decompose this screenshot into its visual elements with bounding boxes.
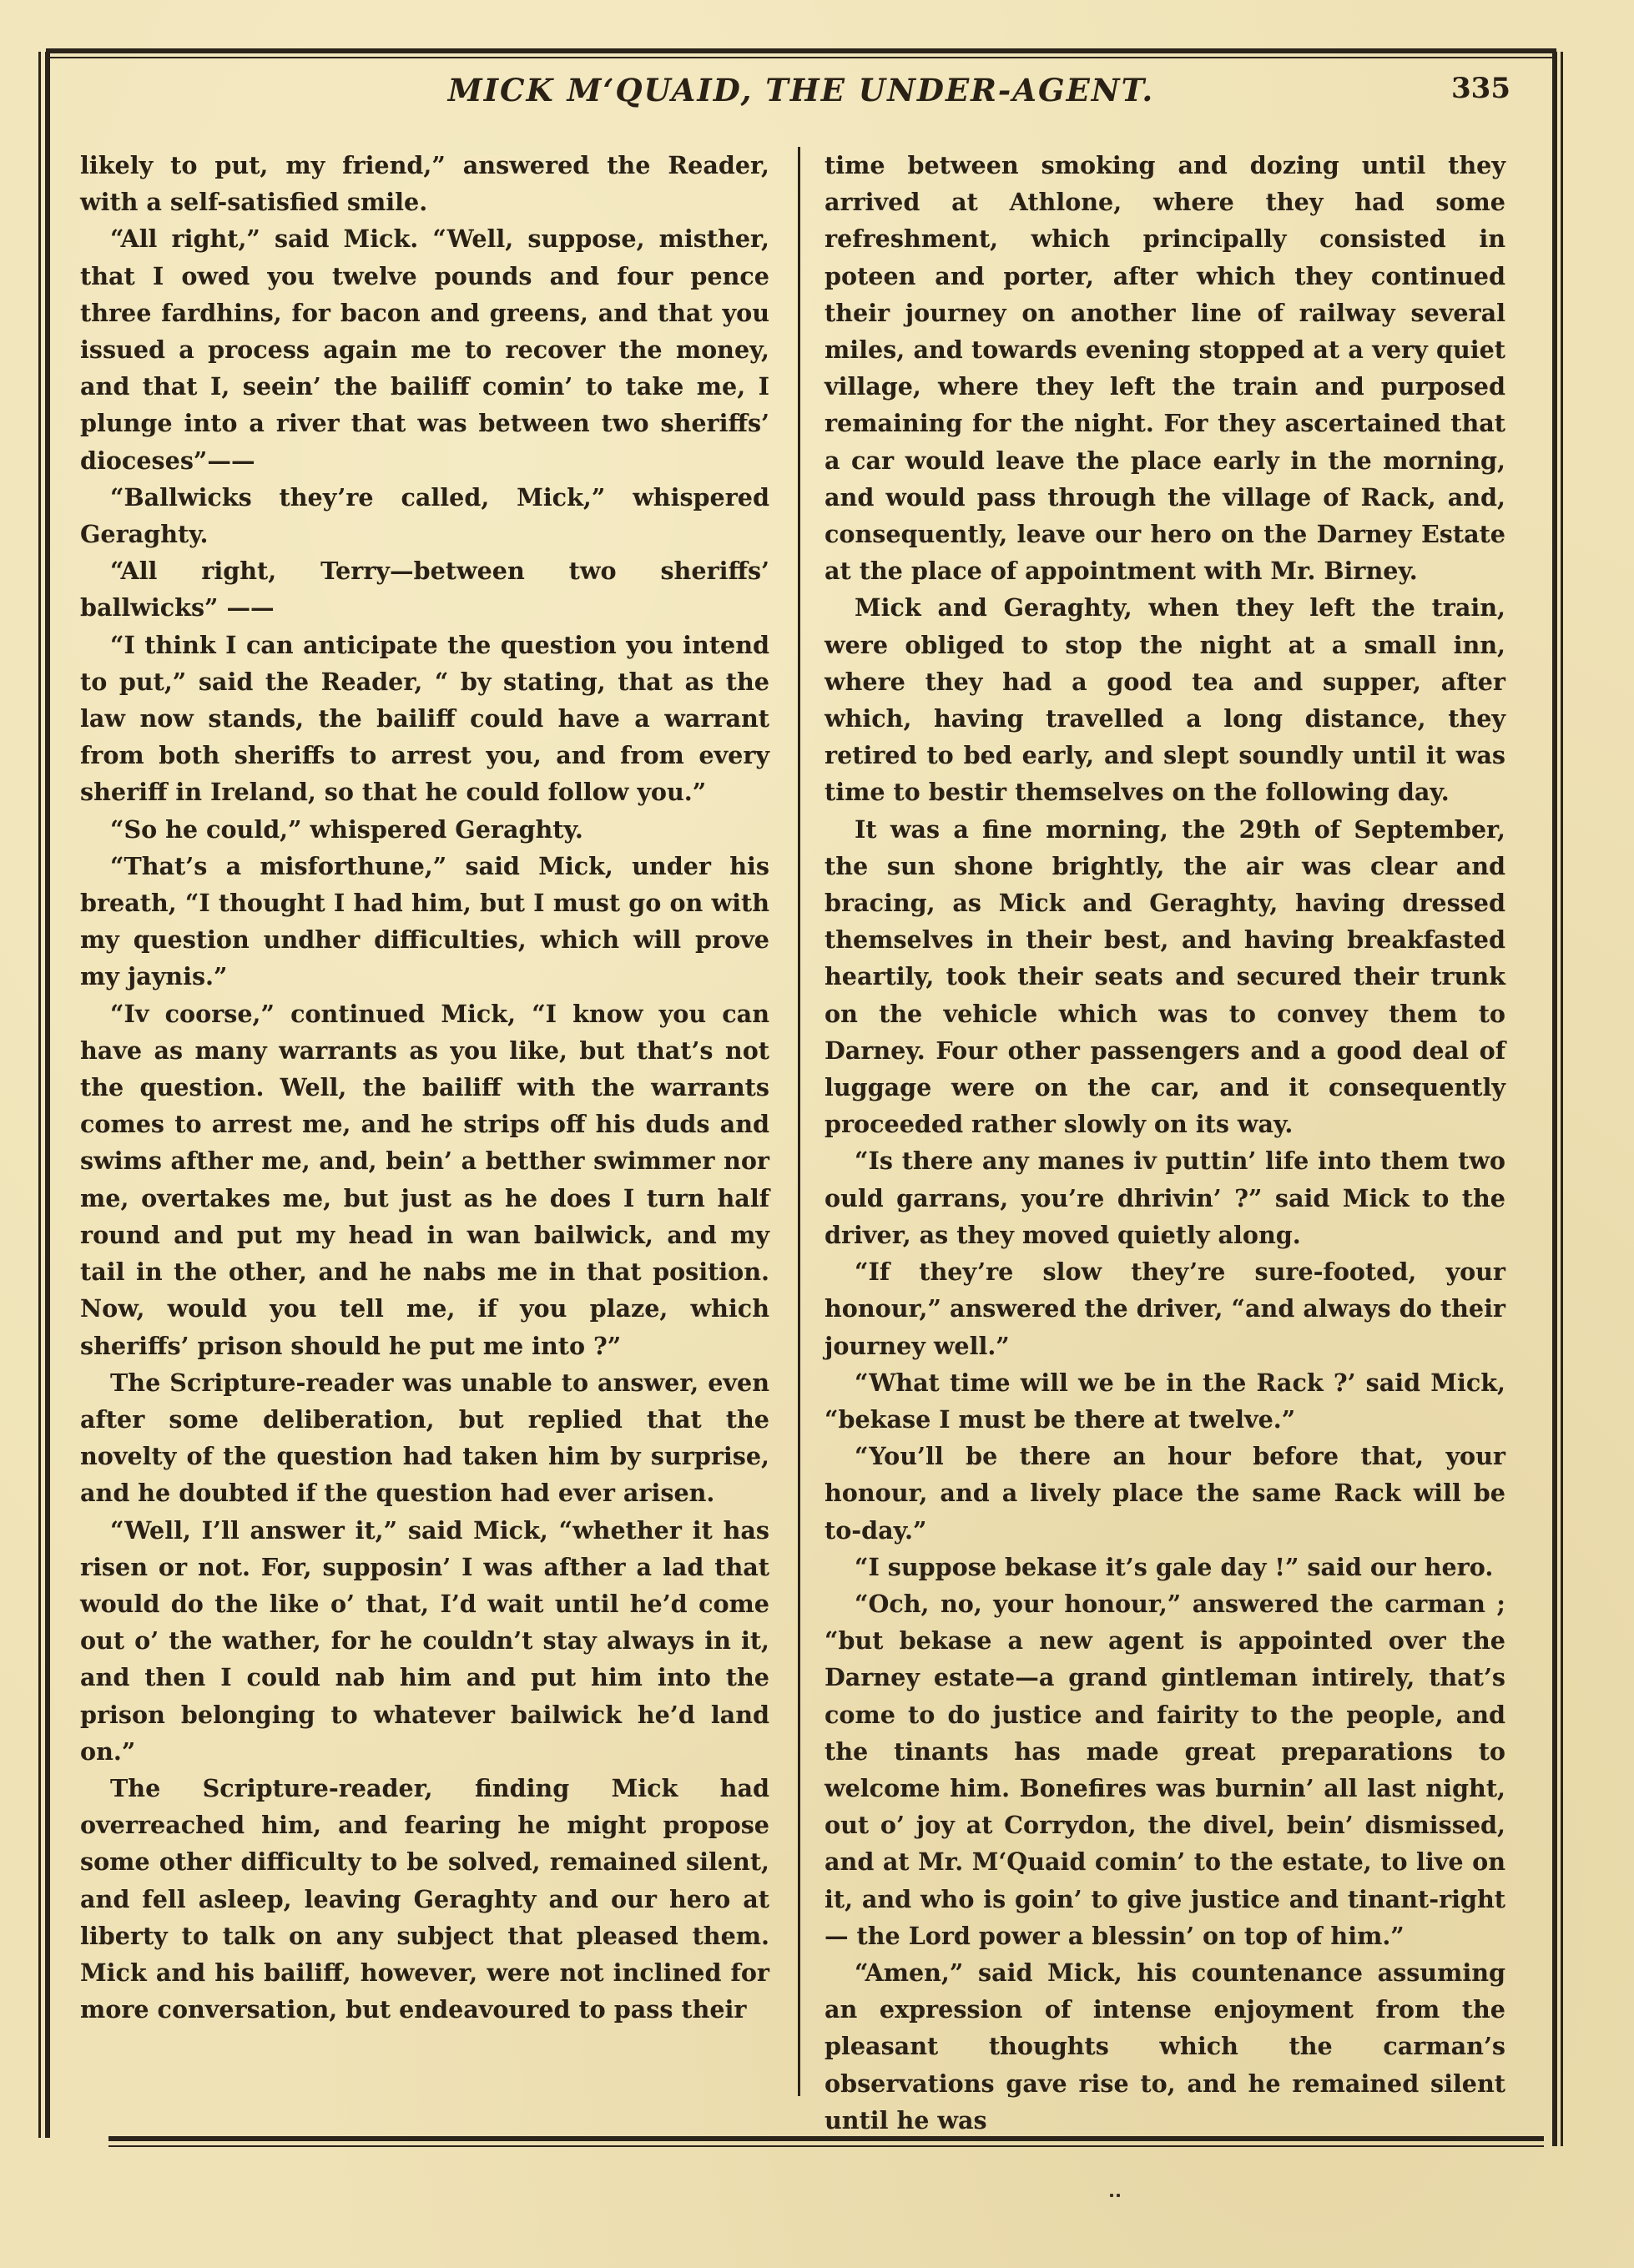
- right-border: [1552, 52, 1557, 2146]
- paragraph: “Iv coorse,” continued Mick, “I know you can have as many warrants as you like, but that’s not the question. Well, the bailiff with the warrants comes to arrest me, and he strips off his duds and swims afther me, and, bein’ a betther swimmer nor me, overtakes me, but just as he does I turn half round and put my head in wan bailwick, and my tail in the other, and he nabs me in that position. Now, would you tell me, if you plaze, which sheriffs’ prison should he put me into ?”: [80, 999, 769, 1360]
- paragraph: “If they’re slow they’re sure-footed, your honour,” answered the driver, “and always do their journey well.”: [825, 1257, 1505, 1360]
- footer-ornament: [1110, 2185, 1123, 2190]
- right-column: [825, 147, 1505, 2139]
- header-rule: [46, 48, 1556, 53]
- header-rule-thin: [46, 57, 1556, 58]
- paragraph: The Scripture-reader was unable to answer, even after some deliberation, but replied that the novelty of the question had taken him by surprise, and he doubted if the question had ever arisen.: [80, 1368, 769, 1508]
- paragraph: “You’ll be there an hour before that, your honour, and a lively place the same Rack will be to-day.”: [825, 1442, 1505, 1545]
- paragraph: “So he could,” whispered Geraghty.: [110, 814, 583, 844]
- footer-rule-thin: [108, 2145, 1544, 2147]
- page-number: 335: [1451, 72, 1510, 105]
- paragraph: “Amen,” said Mick, his countenance assuming an expression of intense enjoyment from the pleasant thoughts which the carman’s observations gave rise to, and he remained silent until he was: [825, 1958, 1505, 2134]
- paragraph: “I suppose bekase it’s gale day !” said our hero.: [855, 1552, 1494, 1581]
- paragraph: The Scripture-reader, finding Mick had overreached him, and fearing he might propose some other difficulty to be solved, remained silent, and fell asleep, leaving Geraghty and our hero at liberty to talk on any subject that pleased them. Mick and his bailiff, however, were not inclined for more conversation, but endeavoured to pass their: [80, 1773, 769, 2024]
- left-border-thin: [38, 52, 41, 2138]
- paragraph: “Ballwicks they’re called, Mick,” whispered Geraghty.: [80, 482, 769, 549]
- paragraph: Mick and Geraghty, when they left the train, were obliged to stop the night at a small inn, where they had a good tea and supper, after which, having travelled a long distance, they retired to bed early, and slept soundly until it was time to bestir themselves on the following day.: [825, 593, 1505, 807]
- running-header: [67, 70, 1536, 120]
- paragraph: “That’s a misforthune,” said Mick, under his breath, “I thought I had him, but I must go on with my question undher difficulties, which will prove my jaynis.”: [80, 851, 769, 991]
- paragraph: It was a fine morning, the 29th of September, the sun shone brightly, the air was clear and bracing, as Mick and Geraghty, having dressed themselves in their best, and having breakfasted heartily, took their seats and secured their trunk on the vehicle which was to convey them to Darney. Four other passengers and a good deal of luggage were on the car, and it consequently proceeded rather slowly on its way.: [825, 814, 1505, 1139]
- paragraph: “Och, no, your honour,” answered the carman ; “but bekase a new agent is appointed over the Darney estate—a grand gintleman intirely, that’s come to do justice and fairity to the people, and the tinants has made great preparations to welcome him. Bonefires was burnin’ all last night, out o’ joy at Corrydon, the divel, bein’ dismissed, and at Mr. M‘Quaid comin’ to the estate, to live on it, and who is goin’ to give justice and tinant-right— the Lord power a blessin’ on top of him.”: [825, 1589, 1505, 1950]
- paragraph: “Well, I’ll answer it,” said Mick, “whether it has risen or not. For, supposin’ I was afther a lad that would do the like o’ that, I’d wait until he’d come out o’ the wather, for he couldn’t stay always in it, and then I could nab him and put him into the prison belonging to whatever bailwick he’d land on.”: [80, 1515, 769, 1766]
- paragraph: “All right, Terry—between two sheriffs’ ballwicks” ——: [80, 557, 769, 622]
- paragraph: “What time will we be in the Rack ?’ said Mick, “bekase I must be there at twelve.”: [825, 1368, 1505, 1434]
- paragraph: “Is there any manes iv puttin’ life into them two ould garrans, you’re dhrivin’ ?” said Mick to the driver, as they moved quietly along.: [825, 1147, 1505, 1249]
- paragraph: “I think I can anticipate the question you intend to put,” said the Reader, “ by stating, that as the law now stands, the bailiff could have a warrant from both sheriffs to arrest you, and from every sheriff in Ireland, so that he could follow you.”: [80, 630, 769, 807]
- running-title: MICK M‘QUAID, THE UNDER-AGENT.: [447, 72, 1155, 108]
- right-border-thin: [1561, 52, 1563, 2146]
- left-border: [45, 52, 50, 2138]
- left-column: [80, 147, 769, 2028]
- paragraph: time between smoking and dozing until they arrived at Athlone, where they had some refreshment, which principally consisted in poteen and porter, after which they continued their journey on another line of railway several miles, and towards evening stopped at a very quiet village, where they left the train and purposed remaining for the night. For they ascertained that a car would leave the place early in the morning, and would pass through the village of Rack, and, consequently, leave our hero on the Darney Estate at the place of appointment with Mr. Birney.: [825, 151, 1505, 586]
- paragraph: “All right,” said Mick. “Well, suppose, misther, that I owed you twelve pounds and four pence three fardhins, for bacon and greens, and that you issued a process again me to recover the money, and that I, seein’ the bailiff comin’ to take me, I plunge into a river that was between two sheriffs’ dioceses”——: [80, 224, 769, 475]
- paragraph: likely to put, my friend,” answered the Reader, with a self-satisfied smile.: [80, 151, 769, 217]
- column-divider: [798, 147, 800, 2096]
